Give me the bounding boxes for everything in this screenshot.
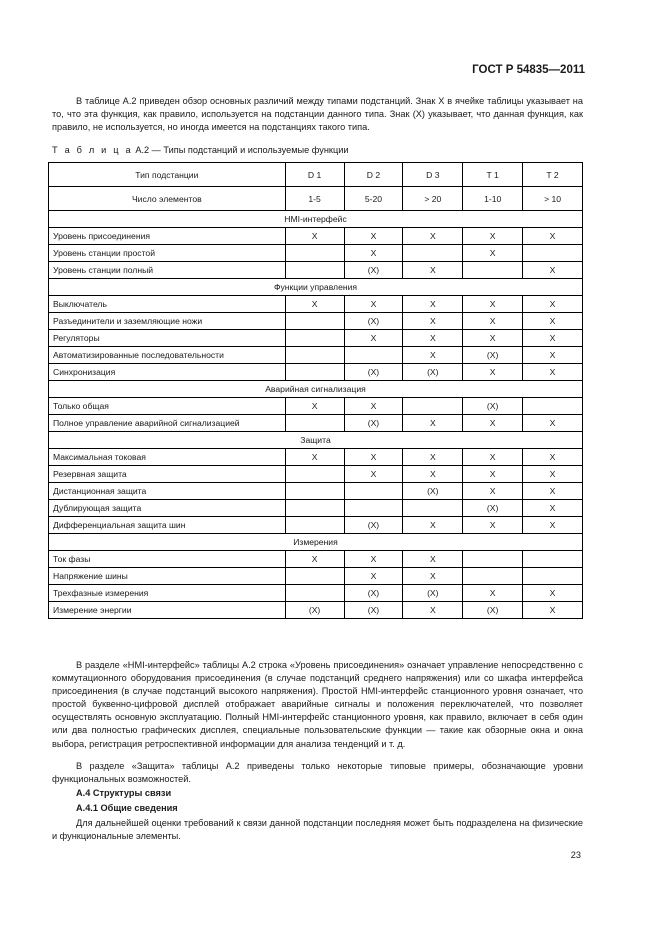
function-value [344,500,403,517]
function-label: Полное управление аварийной сигнализацией [49,415,286,432]
function-label: Резервная защита [49,466,286,483]
function-value: X [463,364,523,381]
function-value: X [523,585,583,602]
function-value: X [523,500,583,517]
function-value [285,245,344,262]
function-value [403,398,463,415]
table-row [49,415,583,432]
section-row [49,381,583,398]
function-value: X [523,517,583,534]
general-text: Для дальнейшей оценки требований к связи данной подстанции последняя может быть подразделена на физические и функциональные элементы. [52,818,583,842]
function-value: X [344,551,403,568]
function-value: (X) [285,602,344,619]
function-value: (X) [344,585,403,602]
function-label: Максимальная токовая [49,449,286,466]
function-value: (X) [344,602,403,619]
function-value: (X) [463,398,523,415]
function-label: Напряжение шины [49,568,286,585]
element-count-cell: Число элементов [49,187,286,211]
function-value [285,568,344,585]
function-value: X [523,466,583,483]
table-row [49,602,583,619]
function-value [523,551,583,568]
caption-text: А.2 — Типы подстанций и используемые функции [132,145,349,155]
function-value: (X) [403,483,463,500]
column-header: T 1 [463,163,523,187]
substation-types-table [48,162,583,619]
table-row [49,347,583,364]
function-value [285,313,344,330]
section-title: Измерения [49,534,583,551]
section-a4-heading: А.4 Структуры связи [76,788,172,798]
function-value: X [463,415,523,432]
function-value [403,500,463,517]
function-value: X [523,296,583,313]
function-value: X [463,517,523,534]
section-row [49,211,583,228]
function-value: X [463,449,523,466]
table-row [49,466,583,483]
function-value: X [403,568,463,585]
function-value [285,330,344,347]
function-value [285,262,344,279]
function-value [403,245,463,262]
function-value: X [403,415,463,432]
hmi-paragraph [52,659,583,751]
function-value: X [403,330,463,347]
function-label: Уровень станции простой [49,245,286,262]
table-row [49,313,583,330]
table-row [49,500,583,517]
function-value: X [285,228,344,245]
function-value: X [403,517,463,534]
function-value [463,568,523,585]
column-header: Тип подстанции [49,163,286,187]
table-row [49,449,583,466]
function-value [344,347,403,364]
function-value: X [403,296,463,313]
table-row [49,245,583,262]
function-value [285,500,344,517]
function-label: Уровень присоединения [49,228,286,245]
table-row [49,296,583,313]
section-row [49,432,583,449]
function-value: X [523,364,583,381]
table-row [49,364,583,381]
function-value: X [523,449,583,466]
table-row [49,262,583,279]
function-value: X [523,415,583,432]
function-label: Дублирующая защита [49,500,286,517]
function-value: X [463,330,523,347]
function-value: X [523,483,583,500]
protection-paragraph [52,760,583,786]
function-label: Выключатель [49,296,286,313]
table-row [49,398,583,415]
function-value: X [285,398,344,415]
table-row [49,585,583,602]
function-value: X [403,313,463,330]
function-value: X [344,398,403,415]
function-value: X [403,466,463,483]
section-title: Защита [49,432,583,449]
function-value: (X) [463,602,523,619]
function-value [285,585,344,602]
function-value [523,568,583,585]
column-header: D 3 [403,163,463,187]
function-value: X [403,262,463,279]
function-value [523,398,583,415]
element-count-cell: 5-20 [344,187,403,211]
column-header: T 2 [523,163,583,187]
function-label: Уровень станции полный [49,262,286,279]
function-label: Измерение энергии [49,602,286,619]
function-value: X [403,449,463,466]
function-value: X [463,245,523,262]
function-value [285,347,344,364]
caption-prefix: Т а б л и ц а [52,145,133,155]
function-value [523,245,583,262]
element-count-cell: 1-5 [285,187,344,211]
function-value: (X) [403,585,463,602]
function-label: Дифференциальная защита шин [49,517,286,534]
table-caption [52,145,348,155]
document-header: ГОСТ Р 54835—2011 [472,64,585,76]
function-value: (X) [344,313,403,330]
element-count-row [49,187,583,211]
function-label: Дистанционная защита [49,483,286,500]
intro-paragraph [52,95,583,134]
element-count-cell: 1-10 [463,187,523,211]
function-value: X [344,245,403,262]
function-value: X [463,313,523,330]
function-value: X [285,551,344,568]
function-label: Трехфазные измерения [49,585,286,602]
intro-text: В таблице А.2 приведен обзор основных различий между типами подстанций. Знак X в ячейке таблицы указывает на то, что эта функция, как правило, используется на подстанции данного типа. Знак (X) указывает, что данная функция, как правило, не используется, но иногда имеется на подстанциях такого типа. [52,96,583,133]
function-value: X [403,602,463,619]
general-paragraph [52,817,583,843]
table-row [49,228,583,245]
table-row [49,551,583,568]
table-row [49,517,583,534]
function-value [285,466,344,483]
function-value: X [344,228,403,245]
column-header: D 2 [344,163,403,187]
page-number: 23 [570,850,581,860]
column-header: D 1 [285,163,344,187]
function-value: (X) [403,364,463,381]
function-value: X [403,551,463,568]
function-value: (X) [463,347,523,364]
function-value: X [523,262,583,279]
function-value: (X) [463,500,523,517]
function-value [463,262,523,279]
function-value: (X) [344,262,403,279]
table-row [49,568,583,585]
function-value: X [523,313,583,330]
function-value [285,364,344,381]
function-value: (X) [344,517,403,534]
function-label: Только общая [49,398,286,415]
hmi-text: В разделе «HMI-интерфейс» таблицы А.2 строка «Уровень присоединения» означает управление непосредственно с коммутационного оборудования присоединения (в случае подстанций среднего напряжения) или со шкафа интерфейса присоединения (в случае подстанций высокого напряжения). Простой HMI-интерфейс станционного уровня означает, что простой буквенно-цифровой дисплей отображает аварийные сигналы и положения переключателей, что позволяет осуществлять основную эксплуатацию. Полный HMI-интерфейс станционного уровня, как правило, включает в себя один или два полностью графических дисплея, специальные пользовательские функции — такие как обзорные окна и окна выбора, регистрация ретроспективной информации для анализа тенденций и т. д. [52,660,583,749]
function-label: Разъединители и заземляющие ножи [49,313,286,330]
function-label: Синхронизация [49,364,286,381]
function-value [285,415,344,432]
function-label: Регуляторы [49,330,286,347]
function-value: X [285,449,344,466]
table-row [49,330,583,347]
section-title: Функции управления [49,279,583,296]
function-label: Автоматизированные последовательности [49,347,286,364]
function-value: X [463,483,523,500]
function-value: (X) [344,364,403,381]
table-row [49,483,583,500]
function-value [285,517,344,534]
function-value: (X) [344,415,403,432]
function-value: X [523,228,583,245]
function-value: X [403,228,463,245]
function-value [344,483,403,500]
function-value: X [463,228,523,245]
section-a41-heading: А.4.1 Общие сведения [76,803,178,813]
function-value [463,551,523,568]
function-value: X [463,296,523,313]
table-header-row [49,163,583,187]
section-title: Аварийная сигнализация [49,381,583,398]
function-value: X [523,347,583,364]
function-value: X [523,602,583,619]
function-value: X [344,449,403,466]
function-value: X [403,347,463,364]
function-value: X [344,296,403,313]
function-value [285,483,344,500]
section-row [49,279,583,296]
section-title: HMI-интерфейс [49,211,583,228]
function-value: X [463,466,523,483]
element-count-cell: > 10 [523,187,583,211]
function-value: X [344,568,403,585]
function-label: Ток фазы [49,551,286,568]
function-value: X [344,330,403,347]
function-value: X [463,585,523,602]
protection-text: В разделе «Защита» таблицы А.2 приведены только некоторые типовые примеры, обозначающие уровни функциональных возможностей. [52,761,583,785]
function-value: X [285,296,344,313]
function-value: X [344,466,403,483]
element-count-cell: > 20 [403,187,463,211]
function-value: X [523,330,583,347]
section-row [49,534,583,551]
